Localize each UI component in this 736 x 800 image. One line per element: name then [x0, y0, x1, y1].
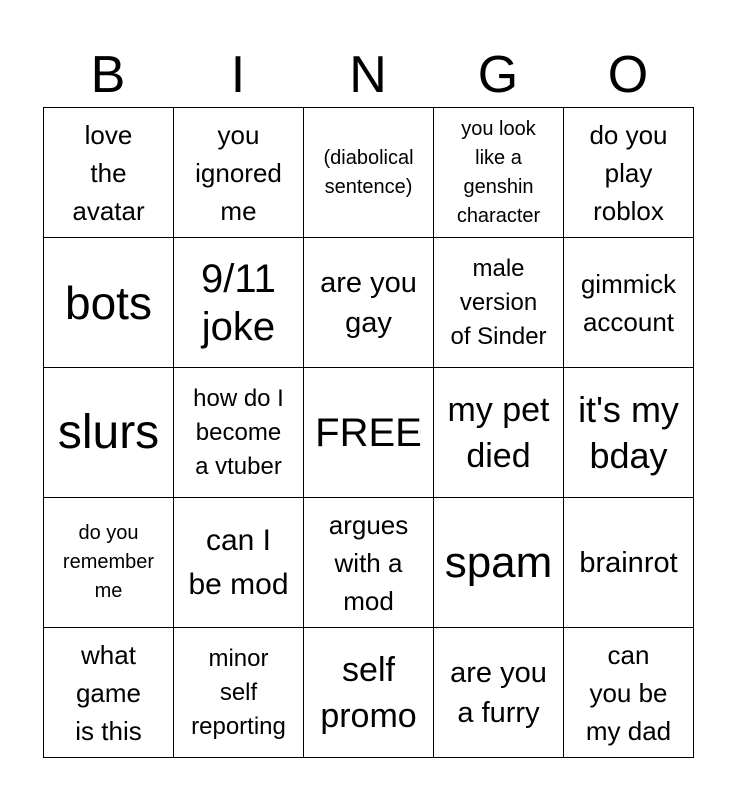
header-letter-g: G [477, 46, 519, 104]
cell-text: you ignored me [195, 119, 282, 226]
header-letter-o: O [607, 46, 649, 104]
cell-text: can you be my dad [585, 639, 672, 746]
bingo-board [43, 107, 694, 758]
bingo-cell[interactable] [174, 238, 304, 368]
bingo-cell[interactable] [564, 108, 694, 238]
bingo-cell[interactable] [304, 238, 434, 368]
cell-text: can I be mod [188, 523, 289, 601]
bingo-cell[interactable] [44, 368, 174, 498]
cell-text: minor self reporting [191, 644, 286, 740]
bingo-cell[interactable] [434, 498, 564, 628]
cell-text: spam [444, 537, 553, 587]
bingo-cell[interactable] [174, 628, 304, 758]
cell-text: my pet died [447, 390, 550, 475]
cell-text: you look like a genshin character [456, 117, 541, 227]
bingo-cell[interactable] [434, 108, 564, 238]
cell-text: what game is this [75, 639, 142, 746]
cell-text: argues with a mod [328, 509, 409, 616]
cell-text: bots [65, 276, 152, 329]
bingo-cell[interactable] [434, 238, 564, 368]
bingo-cell[interactable] [174, 108, 304, 238]
bingo-cell[interactable] [564, 498, 694, 628]
cell-text: 9/11 joke [201, 256, 276, 349]
bingo-cell[interactable] [564, 368, 694, 498]
bingo-cell[interactable] [564, 238, 694, 368]
bingo-cell[interactable] [174, 498, 304, 628]
header-letter-i: I [230, 46, 246, 104]
bingo-cell[interactable] [44, 628, 174, 758]
header-letter-n: N [349, 46, 387, 104]
header-letter-b: B [90, 46, 126, 104]
cell-text: it's my bday [578, 388, 679, 476]
cell-text: gimmick account [580, 268, 677, 337]
bingo-cell[interactable] [434, 368, 564, 498]
cell-text: love the avatar [72, 119, 145, 226]
cell-text: are you gay [320, 266, 417, 339]
bingo-cell[interactable] [44, 238, 174, 368]
cell-text: slurs [57, 405, 160, 459]
cell-text: (diabolical sentence) [323, 146, 414, 198]
cell-text: are you a furry [450, 656, 547, 729]
bingo-cell[interactable] [304, 628, 434, 758]
bingo-header [43, 42, 693, 108]
free-space-text: FREE [315, 410, 422, 455]
cell-text: do you play roblox [589, 119, 668, 226]
cell-text: how do I become a vtuber [193, 384, 284, 480]
bingo-cell[interactable] [44, 498, 174, 628]
bingo-cell[interactable] [304, 108, 434, 238]
bingo-cell[interactable] [304, 498, 434, 628]
bingo-cell[interactable] [434, 628, 564, 758]
bingo-cell[interactable] [44, 108, 174, 238]
cell-text: male version of Sinder [450, 254, 547, 350]
cell-text: self promo [320, 650, 417, 735]
free-space-cell[interactable] [304, 368, 434, 498]
cell-text: do you remember me [62, 522, 155, 602]
bingo-cell[interactable] [174, 368, 304, 498]
cell-text: brainrot [579, 546, 678, 579]
bingo-cell[interactable] [564, 628, 694, 758]
